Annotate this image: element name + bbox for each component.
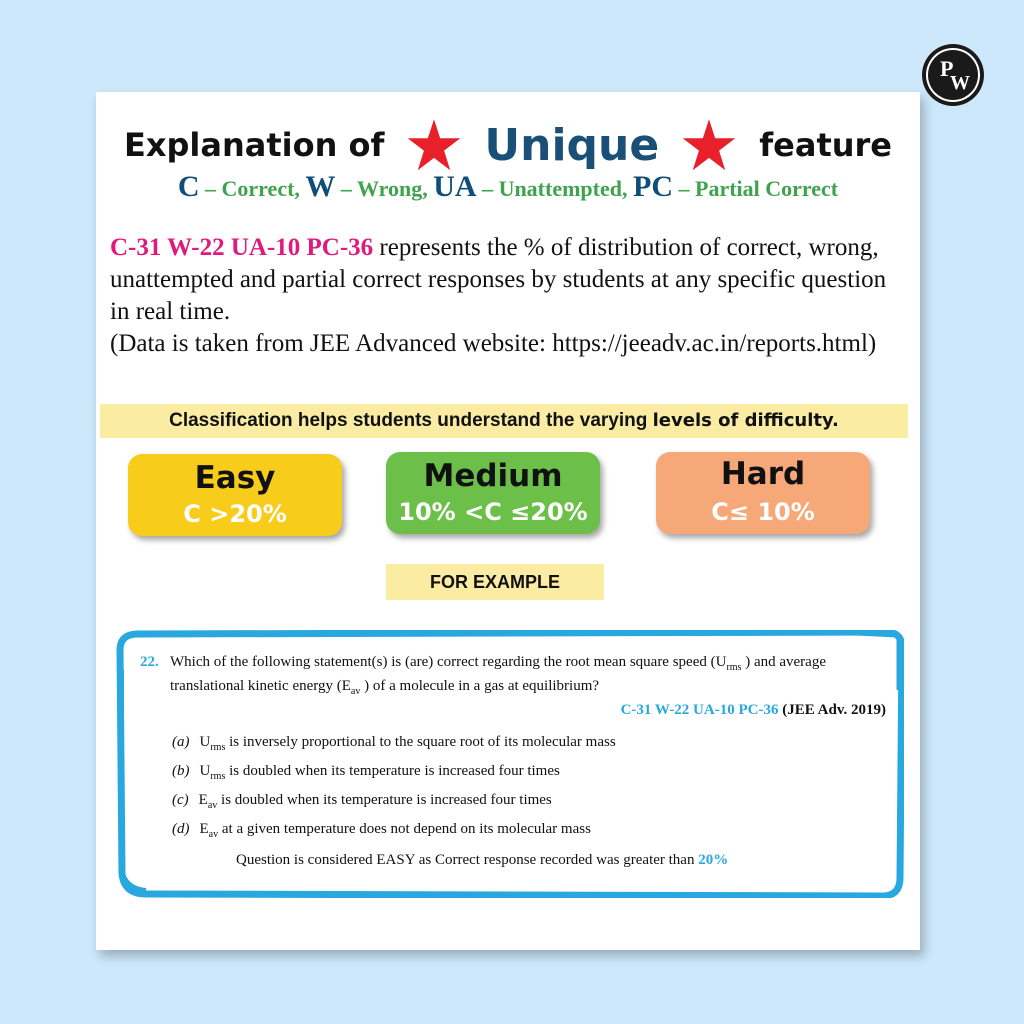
title-unique: Unique [484, 119, 660, 171]
option-c [172, 792, 552, 811]
explanation-card [96, 92, 920, 950]
question-source [621, 702, 886, 719]
option-c-var: E [198, 792, 208, 808]
question-line-1-a: Which of the following statement(s) is (are) correct regarding the root mean square speed (U [170, 654, 727, 670]
level-easy-card [128, 454, 342, 536]
description-code: C-31 W-22 UA-10 PC-36 [110, 234, 374, 261]
difficulty-note [236, 852, 728, 869]
classification-banner [100, 404, 908, 438]
question-line-2-sub: av [350, 686, 361, 697]
description [110, 232, 910, 360]
question-line-2-a: translational kinetic energy (E [170, 678, 351, 694]
option-d [172, 821, 591, 840]
question-line-1-sub: rms [726, 662, 742, 673]
option-a-label: (a) [172, 734, 190, 750]
option-a-sub: rms [210, 742, 226, 753]
option-d-label: (d) [172, 821, 190, 837]
question-line-2-b: ) of a molecule in a gas at equilibrium? [360, 678, 600, 694]
difficulty-note-percent: 20% [698, 852, 729, 868]
example-label: FOR EXAMPLE [386, 564, 604, 600]
legend-c-key: C [177, 170, 200, 203]
level-medium-card [386, 452, 600, 534]
option-b-text: is doubled when its temperature is increased four times [225, 763, 560, 779]
question-exam: (JEE Adv. 2019) [778, 702, 886, 718]
question-stats: C-31 W-22 UA-10 PC-36 [620, 702, 779, 718]
option-b-var: U [199, 763, 211, 779]
option-a-text: is inversely proportional to the square root of its molecular mass [225, 734, 616, 750]
legend-c-text: – Correct, [199, 176, 306, 201]
star-icon [406, 117, 462, 173]
option-a [172, 734, 616, 753]
question-line-1 [170, 654, 826, 673]
option-b [172, 763, 560, 782]
level-hard-rule: C≤ 10% [711, 498, 815, 526]
option-d-sub: av [208, 829, 219, 840]
option-d-text: at a given temperature does not depend on its molecular mass [218, 821, 591, 837]
pw-logo-icon [922, 44, 984, 106]
question-content [116, 630, 904, 898]
level-easy-name: Easy [194, 460, 276, 496]
classification-text: Classification helps students understand the varying [169, 410, 653, 431]
question-line-1-b: ) and average [741, 654, 826, 670]
level-hard-name: Hard [720, 456, 806, 492]
level-medium-name: Medium [423, 458, 563, 494]
legend-pc-text: – Partial Correct [673, 176, 839, 201]
title-right: feature [759, 126, 892, 164]
level-easy-rule: C >20% [183, 500, 287, 528]
option-a-var: U [199, 734, 211, 750]
abbreviation-legend [96, 170, 920, 204]
level-hard-card [656, 452, 870, 534]
level-medium-rule: 10% <C ≤20% [398, 498, 588, 526]
description-source: (Data is taken from JEE Advanced website: https://jeeadv.ac.in/reports.html) [110, 330, 877, 357]
legend-w-text: – Wrong, [335, 176, 434, 201]
legend-pc-key: PC [633, 170, 673, 203]
option-b-label: (b) [172, 763, 190, 779]
option-c-text: is doubled when its temperature is increased four times [217, 792, 552, 808]
title-left: Explanation of [124, 126, 385, 164]
star-icon [681, 117, 737, 173]
option-c-sub: av [207, 800, 218, 811]
question-number: 22. [140, 654, 159, 670]
difficulty-note-text: Question is considered EASY as Correct response recorded was greater than [236, 852, 699, 868]
legend-ua-text: – Unattempted, [476, 176, 633, 201]
question-line-2 [170, 678, 599, 697]
legend-ua-key: UA [433, 170, 477, 203]
option-c-label: (c) [172, 792, 189, 808]
question-box [116, 630, 904, 898]
classification-emphasis: levels of difficulty. [652, 410, 839, 431]
option-d-var: E [199, 821, 209, 837]
legend-w-key: W [305, 170, 336, 203]
description-text: represents the % of distribution of correct, wrong, unattempted and partial correct responses by students at any specific question in real time. [110, 234, 887, 325]
logo-letter-w: W [950, 72, 970, 94]
option-b-sub: rms [210, 771, 226, 782]
logo-letter-p: P [940, 56, 954, 81]
